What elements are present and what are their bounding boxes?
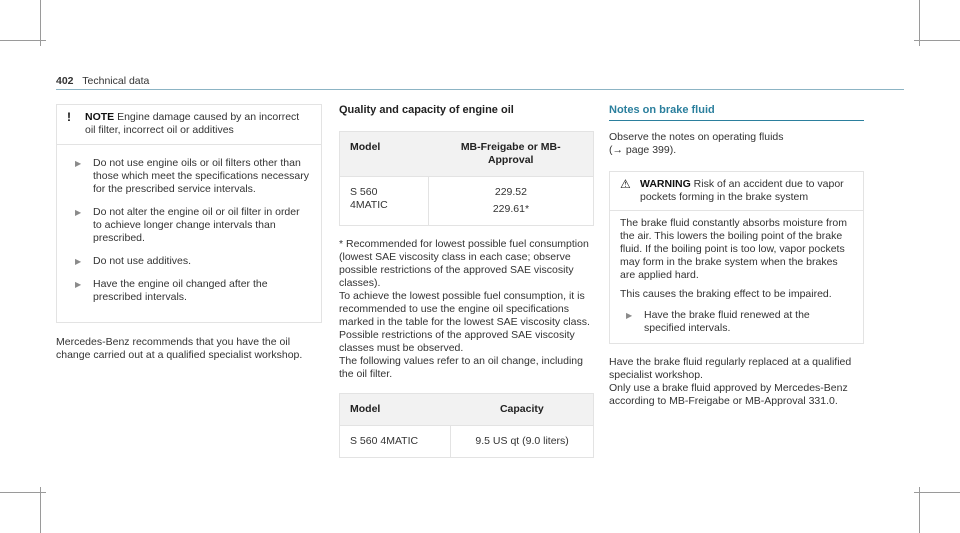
values-paragraph: The following values refer to an oil change, including the oil filter.: [339, 355, 583, 380]
list-item: ▶ Do not alter the engine oil or oil filter in order to achieve longer change intervals than prescribed.: [75, 206, 300, 244]
triangle-bullet-icon: ▶: [75, 159, 82, 168]
exclamation-icon: !: [67, 110, 71, 124]
oil-section-title: Quality and capacity of engine oil: [339, 104, 514, 116]
table-header-approval: MB-Freigabe or MB-Approval: [428, 132, 593, 177]
list-item: ▶ Do not use additives.: [75, 255, 192, 267]
warning-header: [610, 172, 863, 211]
table-cell-model: S 560 4MATIC: [340, 177, 429, 226]
table-header-capacity: Capacity: [451, 394, 594, 426]
page-reference-link[interactable]: (→ page 399).: [609, 144, 677, 156]
crop-mark: [919, 487, 920, 533]
page-number: 402: [56, 75, 74, 87]
brake-fluid-title: Notes on brake fluid: [609, 104, 864, 121]
table-row: [340, 177, 594, 226]
crop-mark: [914, 40, 960, 41]
list-item: ▶ Do not use engine oils or oil filters other than those which meet the specifications necessary for the prescribed service intervals.: [75, 157, 309, 195]
section-title: Technical data: [82, 75, 150, 87]
brake-approval-paragraph: Only use a brake fluid approved by Mercedes-Benz according to MB-Freigabe or MB-Approval 331.0.: [609, 382, 848, 407]
page-header: [56, 75, 149, 87]
brake-replace-paragraph: Have the brake fluid regularly replaced at a qualified specialist workshop.: [609, 356, 852, 381]
warning-triangle-icon: ⚠: [620, 177, 631, 191]
crop-mark: [0, 40, 46, 41]
brake-intro: Observe the notes on operating fluids: [609, 131, 784, 143]
triangle-bullet-icon: ▶: [75, 257, 82, 266]
list-item: ▶ Have the brake fluid renewed at the specified intervals.: [626, 309, 810, 334]
triangle-bullet-icon: ▶: [75, 280, 82, 289]
crop-mark: [914, 492, 960, 493]
footnote: * Recommended for lowest possible fuel consumption (lowest SAE viscosity class in each case; observe possible restrictions of the approved SAE viscosity classes).: [339, 238, 589, 289]
table-row: [340, 426, 594, 458]
column-right: [609, 104, 864, 408]
crop-mark: [40, 487, 41, 533]
note-box: [56, 104, 322, 323]
triangle-bullet-icon: ▶: [626, 311, 633, 320]
warning-text: Risk of an accident due to vapor pockets forming in the brake system: [640, 178, 844, 203]
table-cell-capacity: 9.5 US qt (9.0 liters): [451, 426, 594, 458]
note-header: [57, 105, 321, 145]
warning-paragraph: The brake fluid constantly absorbs moisture from the air. This lowers the boiling point of the brake fluid. If the boiling point is too low, vapor pockets may form in the brake system when the brakes are applied hard.: [620, 217, 848, 281]
list-item: ▶ Have the engine oil changed after the prescribed intervals.: [75, 278, 268, 303]
warning-label: WARNING: [640, 178, 691, 190]
oil-quality-table: [339, 131, 594, 226]
triangle-bullet-icon: ▶: [75, 208, 82, 217]
note-bullet-list: [57, 145, 321, 322]
warning-box: [609, 171, 864, 344]
header-rule: [56, 89, 904, 90]
crop-mark: [0, 492, 46, 493]
note-text: Engine damage caused by an incorrect oil filter, incorrect oil or additives: [85, 111, 300, 136]
oil-capacity-table: [339, 393, 594, 458]
column-left: [56, 104, 322, 362]
table-cell-approval: 229.52 229.61*: [428, 177, 593, 226]
table-cell-model: S 560 4MATIC: [340, 426, 451, 458]
table-header-model: Model: [340, 132, 429, 177]
warning-body: [610, 211, 863, 343]
warning-paragraph: This causes the braking effect to be impaired.: [620, 288, 832, 300]
table-header-model: Model: [340, 394, 451, 426]
fuel-consumption-paragraph: To achieve the lowest possible fuel consumption, it is recommended to use the engine oil specifications marked in the table for the lowest SAE viscosity class. Possible restrictions of the approved SAE viscosity classes must be observed.: [339, 290, 590, 354]
note-label: NOTE: [85, 111, 115, 123]
column-middle: [339, 104, 594, 470]
oil-change-paragraph: Mercedes-Benz recommends that you have the oil change carried out at a qualified specialist workshop.: [56, 336, 303, 361]
